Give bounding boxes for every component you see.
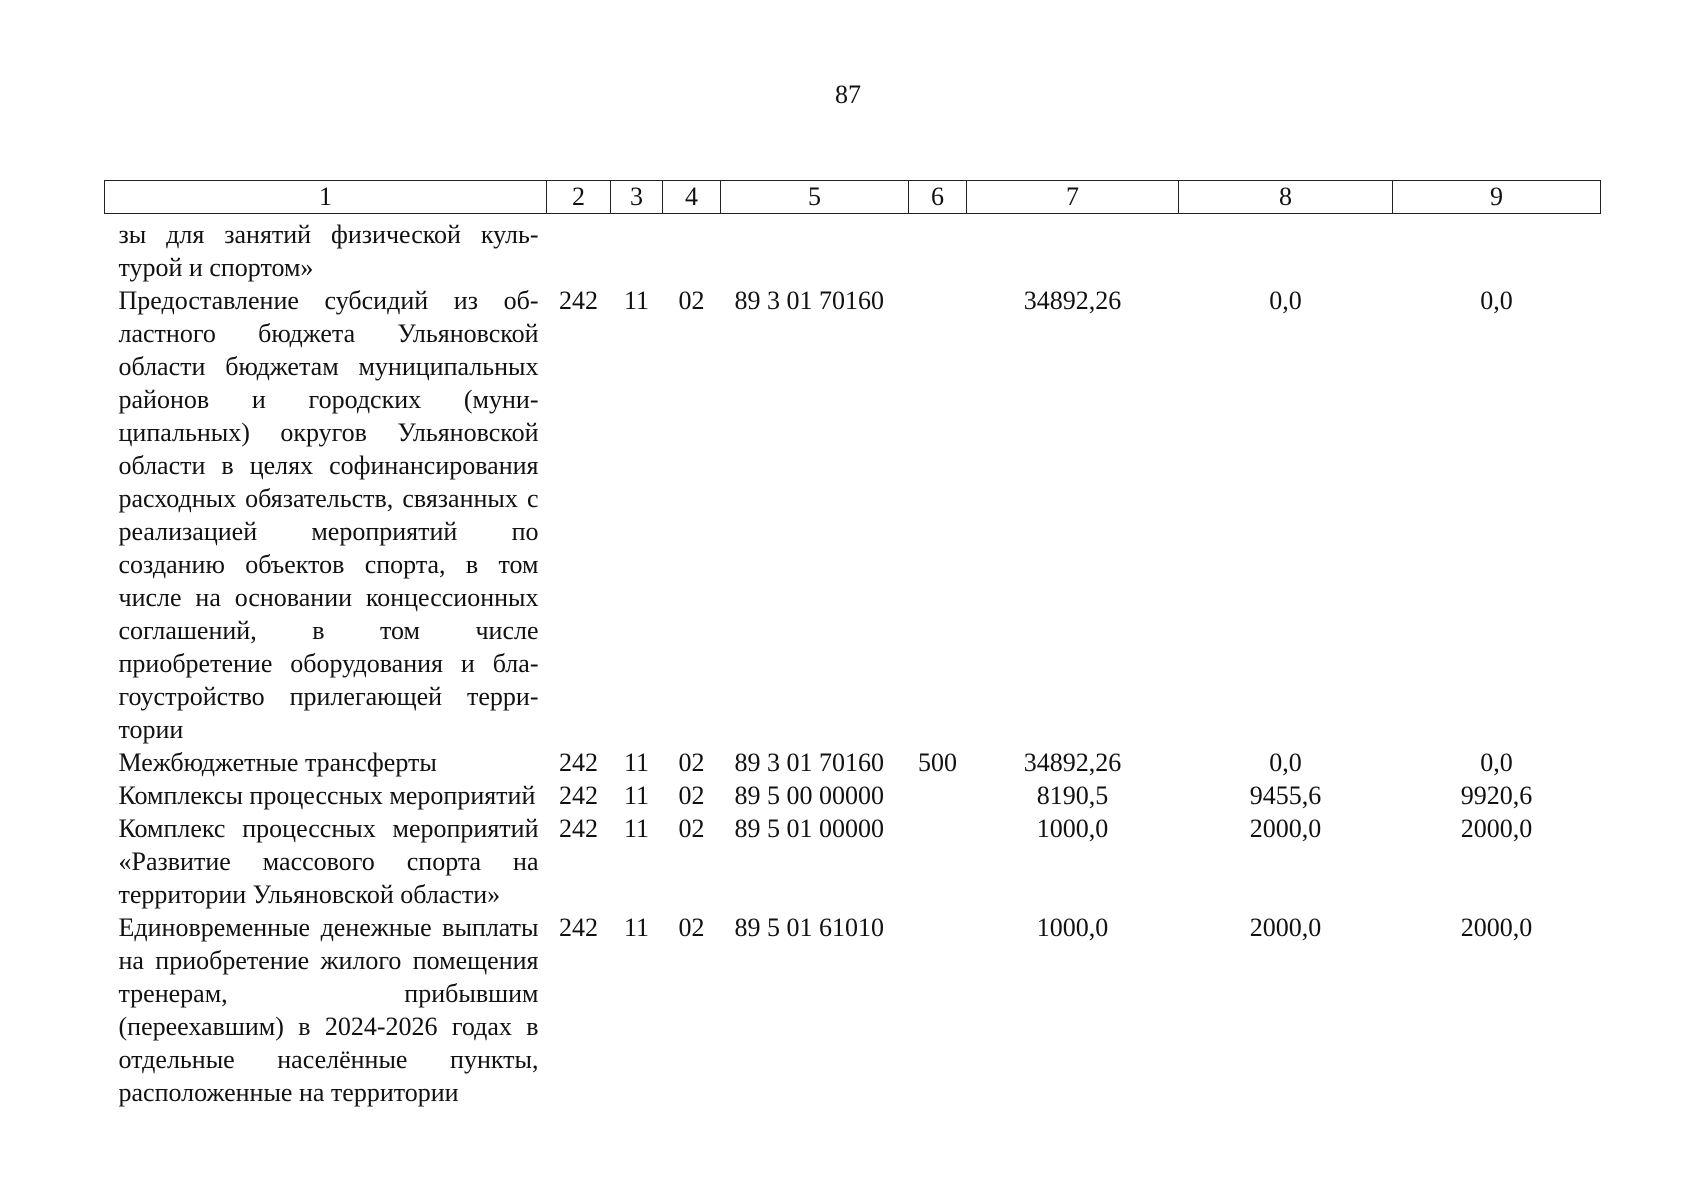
cell-col7 bbox=[967, 214, 1179, 285]
cell-col2: 242 bbox=[559, 913, 598, 942]
table-row bbox=[105, 746, 1601, 779]
cell-col2: 242 bbox=[559, 748, 598, 777]
cell-col7: 1000,0 bbox=[1036, 913, 1109, 942]
cell-col5: 89 3 01 70160 bbox=[734, 286, 884, 315]
column-header: 6 bbox=[909, 181, 967, 214]
cell-col3: 11 bbox=[623, 781, 650, 810]
table-row bbox=[105, 214, 1601, 285]
cell-col9: 0,0 bbox=[1480, 286, 1513, 315]
cell-col8: 0,0 bbox=[1269, 286, 1302, 315]
row-name: Комплекс процессных мероприятий «Развитие массового спорта на территории Ульяновской области» bbox=[118, 814, 539, 909]
cell-col6 bbox=[909, 812, 967, 911]
row-name: зы для занятий физической культурой и спортом» bbox=[118, 220, 539, 282]
table-row bbox=[105, 779, 1601, 812]
row-name: Комплексы процессных мероприятий bbox=[118, 781, 536, 810]
cell-col5: 89 5 00 00000 bbox=[734, 781, 884, 810]
cell-col4: 02 bbox=[678, 781, 705, 810]
cell-col8: 2000,0 bbox=[1249, 814, 1322, 843]
budget-table bbox=[104, 180, 1601, 1109]
table-row bbox=[105, 812, 1601, 911]
cell-col8 bbox=[1179, 214, 1393, 285]
cell-col2: 242 bbox=[559, 781, 598, 810]
cell-col2 bbox=[547, 214, 611, 285]
cell-col6 bbox=[909, 779, 967, 812]
cell-col7: 34892,26 bbox=[1023, 748, 1122, 777]
cell-col6 bbox=[909, 284, 967, 746]
cell-col8: 0,0 bbox=[1269, 748, 1302, 777]
cell-col3 bbox=[611, 214, 663, 285]
row-name: Межбюджетные трансферты bbox=[118, 748, 437, 777]
column-header: 4 bbox=[663, 181, 721, 214]
cell-col2: 242 bbox=[559, 286, 598, 315]
table-row bbox=[105, 911, 1601, 1109]
cell-col3: 11 bbox=[623, 814, 650, 843]
cell-col7: 1000,0 bbox=[1036, 814, 1109, 843]
cell-col6 bbox=[909, 214, 967, 285]
column-header: 5 bbox=[721, 181, 909, 214]
column-header: 1 bbox=[105, 181, 547, 214]
cell-col6: 500 bbox=[918, 748, 957, 777]
cell-col7: 34892,26 bbox=[1023, 286, 1122, 315]
cell-col9: 2000,0 bbox=[1460, 814, 1533, 843]
cell-col2: 242 bbox=[559, 814, 598, 843]
cell-col7: 8190,5 bbox=[1036, 781, 1109, 810]
cell-col4: 02 bbox=[678, 814, 705, 843]
column-header: 9 bbox=[1393, 181, 1601, 214]
cell-col8: 9455,6 bbox=[1249, 781, 1322, 810]
cell-col3: 11 bbox=[623, 286, 650, 315]
cell-col9 bbox=[1393, 214, 1601, 285]
column-header: 7 bbox=[967, 181, 1179, 214]
cell-col5: 89 3 01 70160 bbox=[734, 748, 884, 777]
cell-col5: 89 5 01 61010 bbox=[734, 913, 884, 942]
cell-col3: 11 bbox=[623, 913, 650, 942]
column-header: 3 bbox=[611, 181, 663, 214]
cell-col5: 89 5 01 00000 bbox=[734, 814, 884, 843]
cell-col9: 9920,6 bbox=[1460, 781, 1533, 810]
row-name: Единовременные денежные выплаты на приобретение жилого помещения тренерам, прибывшим (переехавшим) в 2024-2026 годах в отдельные населённые пункты, расположенные на территории bbox=[118, 913, 539, 1107]
cell-col4: 02 bbox=[678, 748, 705, 777]
cell-col8: 2000,0 bbox=[1249, 913, 1322, 942]
cell-col4: 02 bbox=[678, 286, 705, 315]
cell-col9: 0,0 bbox=[1480, 748, 1513, 777]
table-header-row bbox=[105, 181, 1601, 214]
cell-col6 bbox=[909, 911, 967, 1109]
cell-col4 bbox=[663, 214, 721, 285]
page-number: 87 bbox=[835, 80, 861, 109]
cell-col9: 2000,0 bbox=[1460, 913, 1533, 942]
cell-col4: 02 bbox=[678, 913, 705, 942]
cell-col5 bbox=[721, 214, 909, 285]
column-header: 8 bbox=[1179, 181, 1393, 214]
cell-col3: 11 bbox=[623, 748, 650, 777]
table-row bbox=[105, 284, 1601, 746]
column-header: 2 bbox=[547, 181, 611, 214]
row-name: Предоставление субсидий из областного бюджета Ульяновской области бюджетам муниципальных районов и городских (муниципальных) округов Ульяновской области в целях софинансирования расходных обязательств, связанных с реализацией мероприятий по созданию объектов спорта, в том числе на основании концессионных соглашений, в том числе приобретение оборудования и благоустройство прилегающей территории bbox=[118, 286, 539, 744]
